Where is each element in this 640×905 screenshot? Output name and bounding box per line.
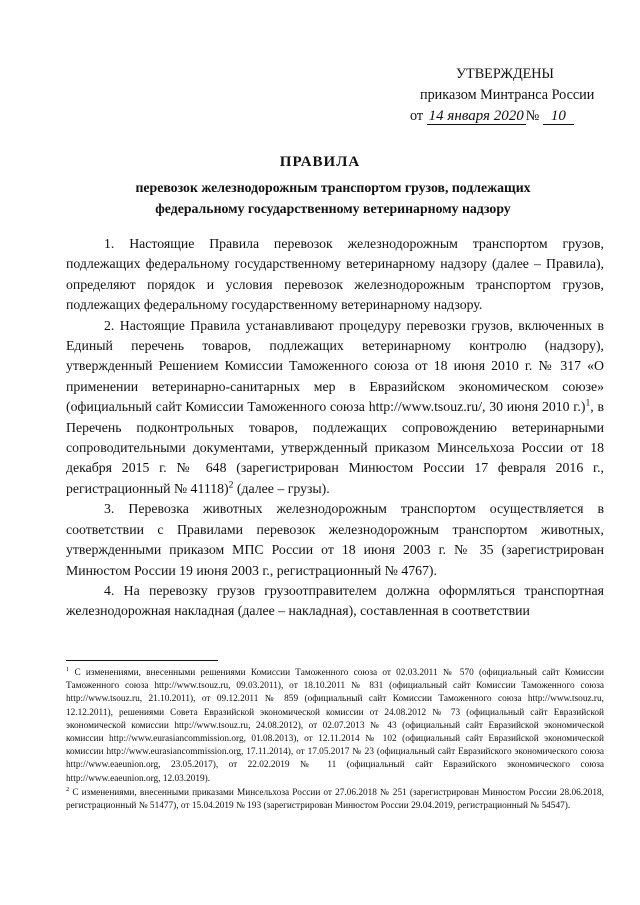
approval-line-2: приказом Минтранса России [420, 87, 595, 103]
paragraph-2 [66, 316, 604, 500]
approval-stamp [410, 64, 615, 127]
approval-number-label: № [525, 108, 540, 124]
handwritten-date: 14 января 2020 [428, 108, 524, 124]
footnote-1 [66, 667, 604, 786]
footnote-2 [66, 787, 604, 813]
footnote-2-mark: 2 [66, 785, 70, 793]
approval-line-3 [410, 106, 615, 127]
paragraph-3: 3. Перевозка животных железнодорожным транспортом осуществляется в соответствии с Правилами перевозок железнодорожным транспортом животных, утвержденными приказом МПС России от 18 июня 2003 г. № 35 (зарегистрирован Минюстом России 19 июня 2003 г., регистрационный № 4767). [66, 501, 604, 578]
footnote-ref-2: 2 [228, 479, 234, 491]
handwritten-order-number: 10 [543, 108, 574, 125]
paragraph-2-part-a: 2. Настоящие Правила устанавливают процедуру перевозки грузов, включенных в Единый перечень товаров, подлежащих ветеринарному контролю (надзору), утвержденный Решением Комиссии Таможенного союза от 18 июня 2010 г. № 317 «О применении ветеринарно-санитарных мер в Евразийском экономическом союзе» (официальный сайт Комиссии Таможенного союза http://www.tsouz.ru/, 30 июня 2010 г.) [66, 317, 604, 415]
document-title: ПРАВИЛА [279, 154, 361, 170]
approval-date-prefix: от [410, 108, 424, 124]
paragraph-1: 1. Настоящие Правила перевозок железнодорожным транспортом грузов, подлежащих федеральному государственному ветеринарному надзору (далее – Правила), определяют порядок и условия перевозок железнодорожным транспортом грузов, подлежащих федеральному государственному ветеринарному надзору. [66, 236, 604, 313]
footnote-separator [66, 660, 218, 661]
document-subtitle: перевозок железнодорожным транспортом грузов, подлежащих федеральному государственному ветеринарному надзору [135, 180, 531, 216]
approval-line-1: УТВЕРЖДЕНЫ [456, 66, 554, 82]
paragraph-2-part-c: (далее – грузы). [233, 480, 330, 496]
footnote-ref-1: 1 [585, 397, 591, 409]
footnotes [66, 667, 604, 814]
footnote-1-mark: 1 [66, 665, 70, 673]
paragraph-2-part-b: , в Перечень подконтрольных товаров, подлежащих сопровождению ветеринарными сопроводительными документами, утвержденный приказом Минсельхоза России от 18 декабря 2015 г. № 648 (зарегистрирован Минюстом России 17 февраля 2016 г., регистрационный № 41118) [66, 399, 605, 496]
footnote-1-text: С изменениями, внесенными решениями Комиссии Таможенного союза от 02.03.2011 № 570 (официальный сайт Комиссии Таможенного союза http://www.tsouz.ru, 09.03.2011), от 18.10.2011 № 831 (официальный сайт Комиссии Таможенного союза http://www.tsouz.ru, 21.10.2011), от 09.12.2011 № 859 (официальный сайт Комиссии Таможенного союза http://www.tsouz.ru, 12.12.2011), решениями Совета Евразийской экономической комиссии от 24.08.2012 № 73 (официальный сайт Евразийской экономической комиссии http://www.tsouz.ru, 24.08.2012), от 02.07.2013 № 43 (официальный сайт Евразийской экономической комиссии http://www.eurasiancommission.org, 01.08.2013), от 12.11.2014 № 102 (официальный сайт Евразийской экономической комиссии http://www.eurasiancommission.org, 17.11.2014), от 17.05.2017 № 23 (официальный сайт Евразийского экономического союза http://www.eaeunion.org, 23.05.2017), от 22.02.2019 № 11 (официальный сайт Евразийского экономического союза http://www.eaeunion.org, 12.03.2019). [66, 668, 605, 784]
footnote-2-text: С изменениями, внесенными приказами Минсельхоза России от 27.06.2018 № 251 (зарегистрирован Минюстом России 28.06.2018, регистрационный № 51477), от 15.04.2019 № 193 (зарегистрирован Минюстом России 29.04.2019, регистрационный № 54547). [66, 787, 605, 812]
document-body [66, 234, 604, 622]
paragraph-4: 4. На перевозку грузов грузоотправителем должна оформляться транспортная железнодорожная накладная (далее – накладная), составленная в соответствии [66, 582, 604, 619]
